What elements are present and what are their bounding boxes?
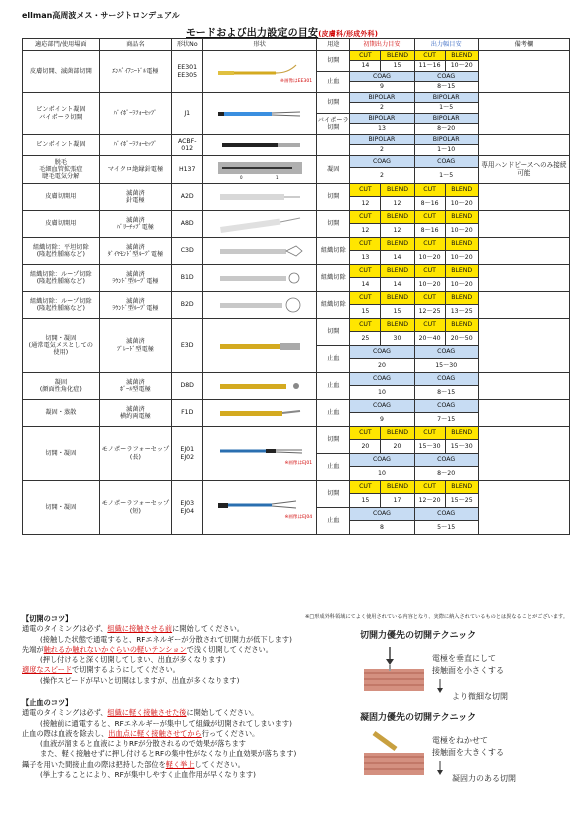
diagram-cut-text-3: より微細な切開 [452,692,508,701]
loop-electrode-image [216,241,304,261]
table-row: 皮膚切開、滅菌部切開 ｴﾝﾊﾟｲｱﾆｰﾄﾞﾙ電極 EE301 EE305 ※画像はEE301 切開 CUT BLEND CUT BLEND [23,51,570,61]
col-remarks: 備考欄 [478,39,569,51]
svg-text:0: 0 [239,174,243,180]
table-row: 皮膚切開用 滅菌済 針電極 A2D 切開 CUT BLEND CUT BLEND [23,184,570,197]
electrode-image [216,187,304,207]
coag-technique-diagram [360,723,560,789]
diagram-cut-text-2: 接触面を小さくする [432,666,504,675]
table-row: 切開・凝固 モノポーラフォーセップ (短) EJ03 EJ04 ※画像はEJ04 切開 CUT BLEND CUT BLEND [23,481,570,494]
table-row: 皮膚切開用 滅菌済 ﾊﾞﾘｰﾁｯﾌﾟ電極 A8D 切開 CUT BLEND CUT BLEND [23,211,570,224]
cut-tips: 【切開のコツ】 通電のタイミングは必ず、組織に接触させる前に開始してください。 (接触した状態で通電すると、RFエネルギーが分散されて切開力が低下します) 先端が触れるか触れないかぐらいの軽いテンションで浅く切開してください。 (押し付けると深く切開してしまい、出血が多くなります) 適度なスピードで切開するようにしてください。 (操作スピードが早いと切開はしますが、出血が多くなります) [22,614,292,685]
header-row [23,39,570,51]
table-row: 脱毛 毛細血管拡張症 睫毛電気分解 マイクロ絶縁針電極 H137 0 1 凝固 COAG COAG 専用ハンドピースへのみ接続可能 [23,156,570,168]
page-title [186,24,378,39]
title-main: モードおよび出力設定の目安 [186,28,319,39]
table-row: ピンポイント凝固 ﾊﾞｲﾎﾟｰﾗﾌｫｰｾｯﾌﾟ ACBF-012 BIPOLAR BIPOLAR [23,135,570,145]
table-row: 切開・凝固 モノポーラフォーセップ (長) EJ01 EJ02 ※画像はEJ01 切開 CUT BLEND CUT BLEND [23,427,570,440]
blade-electrode-image [216,336,304,356]
title-sub: (皮膚科/形成外科) [318,30,379,38]
electrode-image [216,214,304,234]
diagram-cut-text-1: 電極を垂直にして [432,654,496,663]
forceps-image [216,495,304,515]
col-purpose: 用途 [317,39,350,51]
coag-tips: 【止血のコツ】 通電のタイミングは必ず、組織に軽く接触させた後に開始してください。 (接触前に通電すると、RFエネルギーが集中して組織が切開されてしまいます) 止血の際は血液を除去し、出血点に軽く接触させてから行ってください。 (血液が溜まると血液によりRFが分散されるので効果が落ちます また、軽く接触せずに押し付けるとRFの集中性がなくなり止血効果が落ちます) 鑷子を用いた間接止血の際は把持した部位を軽く挙上してください。 (挙上することにより、RFが集中しやすく止血作用が早くなります) [22,698,297,780]
table-row: 凝固 (顔面性角化症) 滅菌済 ﾎﾞｰﾙ型電極 D8D 止血 COAG COAG [23,373,570,386]
electrode-image [216,403,304,423]
diagram-coag-text-3: 凝固力のある切開 [452,774,516,783]
needle-image [216,160,304,180]
forceps-image [216,135,304,155]
col-product: 商品名 [99,39,172,51]
diagram-coag: 凝固力優先の切開テクニック 電極をねかせて 接触面を大きくする 凝固力のある切開 [360,710,560,793]
table-row: 凝固・蒸散 滅菌済 横約両電極 F1D 止血 COAG COAG [23,400,570,413]
diagram-coag-text-2: 接触面を大きくする [432,748,504,757]
col-shape: 形状 [203,39,317,51]
col-model: 形状No [172,39,203,51]
forceps-image [216,104,304,124]
table-row: 切開・凝固 (通常電気メスとしての 使用) 滅菌済 ﾌﾞﾚｰﾄﾞ型電極 E3D 切開 CUT BLEND CUT BLEND [23,319,570,332]
table-row: ピンポイント凝固 バイポーラ切開 ﾊﾞｲﾎﾟｰﾗﾌｫｰｾｯﾌﾟ J1 切開 BIPOLAR BIPOLAR [23,93,570,103]
col-power: 初期出力目安 [350,39,414,51]
ball-electrode-image [216,376,304,396]
table-row: 組織切除：ループ切除 (隆起性腫瘍など) 滅菌済 ﾗｳﾝﾄﾞ型ﾙｰﾌﾟ電極 B1D 組織切除 CUT BLEND CUT BLEND [23,265,570,278]
table-row: 組織切除：ループ切除 (隆起性腫瘍など) 滅菌済 ﾗｳﾝﾄﾞ型ﾙｰﾌﾟ電極 B2D 組織切除 CUT BLEND CUT BLEND [23,292,570,305]
svg-text:1: 1 [275,174,279,180]
diagram-coag-text-1: 電極をねかせて [432,736,488,745]
diagram-cut: 切開力優先の切開テクニック 電極を垂直にして 接触面を小さくする より微細な切開 [360,628,560,711]
col-use: 適応部門/使用場面 [23,39,100,51]
loop-electrode-image [216,295,304,315]
footnote: ※□形成外科領域にてよく使用されている内容となり、実際に納入されているものとは異なることがございます。 [305,614,569,620]
table-row: 組織切除：平坦切除 (隆起性腫瘍など) 滅菌済 ﾀﾞｲﾔﾓﾝﾄﾞ型ﾙｰﾌﾟ電極 C3D 組織切除 CUT BLEND CUT BLEND [23,238,570,251]
col-ratio: 出力幅目安 [414,39,478,51]
electrode-image [216,59,304,79]
settings-table: 適応部門/使用場面 商品名 形状No 形状 用途 初期出力目安 出力幅目安 備考欄 皮膚切開、滅菌部切開 ｴﾝﾊﾟｲｱﾆｰﾄﾞﾙ電極 EE301 EE305 ※画像はEE301 切開 CUT BLEND CUT BLEND 14 15 11～16 10～20 止血 COAG COAG 9 8～15 ピンポイント凝固 バイポーラ切開 ﾊﾞｲﾎﾟｰﾗﾌｫｰｾｯﾌﾟ J1 切開 BIPOLAR BIPOLAR 2 1～5 バイポーラ切開 BIPOLAR BIPOLAR 13 8～20 ピンポイント凝固 ﾊﾞｲﾎﾟｰﾗﾌｫｰｾｯﾌﾟ ACBF-012 BIPOLAR BIPOLAR 2 1～10 脱毛 毛細血管拡張症 睫毛電気分解 マイクロ絶縁針電極 H137 0 1 凝固 COAG COAG 専用ハンドピースへのみ接続可能 2 1～5 皮膚切開用 滅菌済 針電極 A2D 切開 CUT BLEND CUT BLEND 12 12 8～16 10～20 皮膚切開用 滅菌済 ﾊﾞﾘｰﾁｯﾌﾟ電極 A8D 切開 CUT BLEND CUT BLEND 12 12 8～16 10～20 組織切除：平坦切除 (隆起性腫瘍など) 滅菌済 ﾀﾞｲﾔﾓﾝﾄﾞ型ﾙｰﾌﾟ電極 C3D 組織切除 CUT BLEND CUT BLEND 13 14 10～20 10～20 組織切除：ループ切除 (隆起性腫瘍など) 滅菌済 ﾗｳﾝﾄﾞ型ﾙｰﾌﾟ電極 B1D 組織切除 CUT BLEND CUT BLEND 14 14 10～20 10～20 組織切除：ループ切除 (隆起性腫瘍など) 滅菌済 ﾗｳﾝﾄﾞ型ﾙｰﾌﾟ電極 B2D 組織切除 CUT BLEND CUT BLEND 15 15 12～25 13～25 切開・凝固 (通常電気メスとしての 使用) 滅菌済 ﾌﾞﾚｰﾄﾞ型電極 E3D 切開 CUT BLEND CUT BLEND 25 30 20～40 20～50 止血 COAG COAG 20 15～30 凝固 (顔面性角化症) 滅菌済 ﾎﾞｰﾙ型電極 D8D 止血 COAG COAG 10 8～15 凝固・蒸散 滅菌済 横約両電極 F1D 止血 COAG COAG 9 7～15 切開・凝固 モノポーラフォーセップ (長) EJ01 EJ02 ※画像はEJ01 切開 CUT BLEND CUT BLEND 20 20 15～30 15～30 止血 COAG COAG 10 8～20 切開・凝固 モノポーラフォーセップ (短) EJ03 EJ04 ※画像はEJ04 切開 CUT BLEND CUT BLEND 15 17 12～20 15～25 止血 COAG COAG 8 5～15 [22,38,570,535]
cut-technique-diagram [360,641,560,707]
company-header: ellman高周波メス・サージトロンデュアル [22,11,180,20]
forceps-image [216,441,304,461]
loop-electrode-image [216,268,304,288]
